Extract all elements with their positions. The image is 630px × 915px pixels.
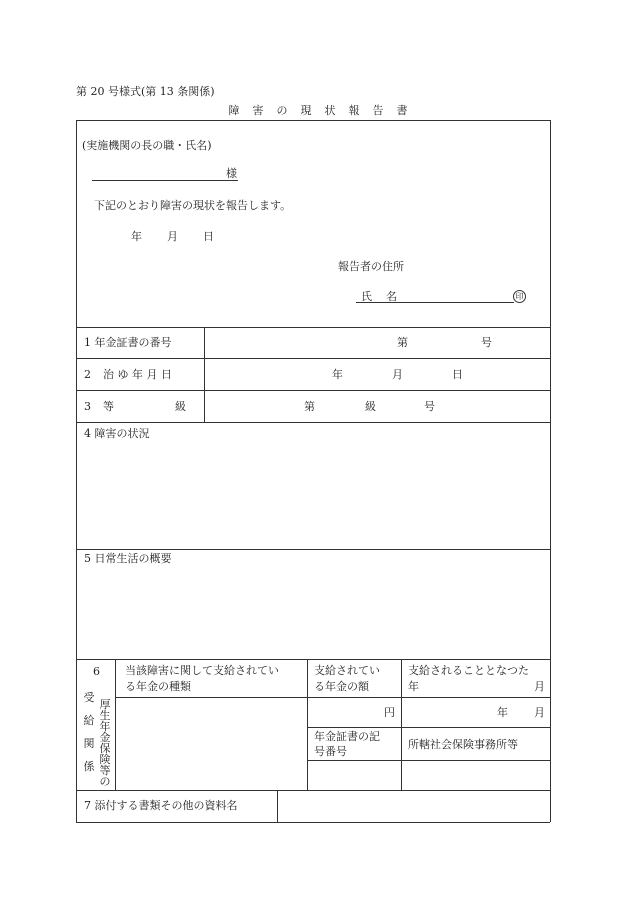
- pension-type-header-1: 当該障害に関して支給されてい: [125, 664, 279, 677]
- recipient-label: (実施機関の長の職・氏名): [82, 139, 212, 152]
- form-title-char: 状: [324, 104, 336, 117]
- grade-label-1: 等: [103, 400, 114, 413]
- form-title-char: の: [276, 104, 288, 117]
- daily-life-label: 5 日常生活の概要: [84, 552, 172, 565]
- reporter-name-label-2: 名: [386, 290, 397, 303]
- seal-icon: 印: [513, 290, 526, 303]
- report-date-year: 年: [131, 230, 142, 243]
- section6-header-line: [115, 697, 550, 698]
- form-title-char: 害: [252, 104, 264, 117]
- form-title-char: 報: [348, 104, 360, 117]
- form-title: [222, 105, 414, 116]
- pension-start-year: 年: [497, 706, 508, 719]
- reporter-name-label-1: 氏: [361, 290, 372, 303]
- section6-col2-divider: [307, 659, 308, 790]
- attached-documents-label: 7 添付する書類その他の資料名: [84, 799, 238, 812]
- row1-top-line: [76, 327, 550, 328]
- row4-top-line: [76, 422, 550, 423]
- frame-left: [76, 120, 77, 822]
- frame-right: [550, 120, 551, 822]
- row7-divider: [277, 790, 278, 822]
- pension-start-header-1: 支給されることとなつた: [408, 664, 529, 677]
- pension-start-header-year: 年: [408, 680, 419, 693]
- pension-amount-yen: 円: [384, 706, 395, 719]
- pension-start-month: 月: [534, 706, 545, 719]
- seal-mark: [513, 290, 526, 303]
- cert-symbol-label-2: 号番号: [314, 745, 347, 758]
- rows-1-3-divider: [204, 327, 205, 422]
- pension-cert-dai: 第: [397, 336, 408, 349]
- row5-top-line: [76, 549, 550, 550]
- grade-label-2: 級: [175, 400, 186, 413]
- cure-date-number: 2: [84, 368, 91, 381]
- form-number: 第 20 号様式(第 13 条関係): [76, 85, 215, 98]
- form-title-char: 書: [396, 104, 408, 117]
- disability-status-label: 4 障害の状況: [84, 427, 150, 440]
- form-title-char: 告: [372, 104, 384, 117]
- section6-mid-line: [307, 727, 550, 728]
- form-title-char: 現: [300, 104, 312, 117]
- grade-kyu: 級: [365, 400, 376, 413]
- row2-top-line: [76, 358, 550, 359]
- cert-symbol-label-1: 年金証書の記: [314, 730, 380, 743]
- sama-label: 様: [226, 167, 237, 180]
- frame-bottom: [76, 822, 550, 823]
- grade-dai: 第: [304, 400, 315, 413]
- section6-label-divider: [115, 659, 116, 790]
- section6-outer-vertical: 受給関係: [83, 691, 95, 773]
- form-title-char: 障: [228, 104, 240, 117]
- row3-top-line: [76, 390, 550, 391]
- cure-date-year: 年: [332, 368, 343, 381]
- report-date-day: 日: [203, 230, 214, 243]
- report-date-month: 月: [167, 230, 178, 243]
- statement-text: 下記のとおり障害の現状を報告します。: [94, 199, 292, 212]
- pension-cert-number-label: 1 年金証書の番号: [84, 336, 172, 349]
- grade-number: 3: [84, 400, 91, 413]
- pension-amount-header-1: 支給されてい: [314, 664, 380, 677]
- section6-number: 6: [93, 665, 100, 678]
- cure-date-day: 日: [452, 368, 463, 381]
- pension-amount-header-2: る年金の額: [314, 680, 369, 693]
- grade-go: 号: [424, 400, 435, 413]
- reporter-address-label: 報告者の住所: [338, 260, 404, 273]
- reporter-name-underline: [356, 302, 514, 303]
- cure-date-month: 月: [392, 368, 403, 381]
- social-insurance-office-label: 所轄社会保険事務所等: [408, 738, 518, 751]
- row7-top-line: [76, 790, 550, 791]
- section6-cert-line: [307, 760, 550, 761]
- section6-inner-vertical: 厚生年金保険等の: [99, 698, 111, 788]
- section6-col3-divider: [401, 659, 402, 790]
- recipient-underline: [92, 180, 238, 181]
- pension-start-header-month: 月: [534, 680, 545, 693]
- frame-top: [76, 120, 550, 121]
- cure-date-label: 治 ゆ 年 月 日: [103, 368, 172, 381]
- section6-top-line: [76, 659, 550, 660]
- pension-cert-go: 号: [481, 336, 492, 349]
- pension-type-header-2: る年金の種類: [125, 680, 191, 693]
